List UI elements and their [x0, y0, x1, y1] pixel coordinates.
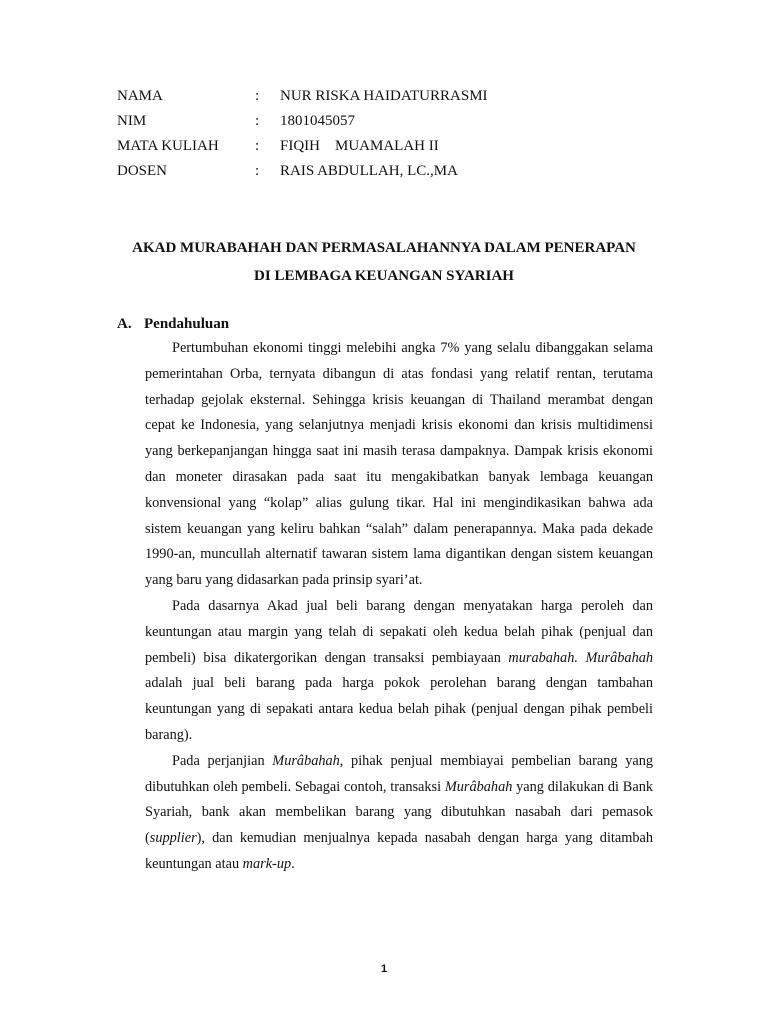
info-row-lecturer [117, 159, 677, 184]
info-colon: : [255, 88, 260, 104]
info-label: MATA KULIAH [117, 138, 219, 154]
text-run: pihak penjual membiayai pembelian barang yang dibutuhkan oleh pembeli. Sebagai contoh, transaksi [145, 752, 653, 795]
info-colon: : [255, 113, 260, 129]
italic-term: supplier [149, 830, 197, 847]
info-value: 1801045057 [280, 113, 355, 129]
italic-term: Murâbahah [585, 649, 654, 666]
info-label: NIM [117, 113, 147, 129]
info-value: FIQIH MUAMALAH II [280, 138, 439, 154]
section-heading [117, 312, 229, 337]
text-run [578, 650, 586, 666]
info-row-name [117, 84, 677, 109]
title-line-1: AKAD MURABAHAH DAN PERMASALAHANNYA DALAM PENERAPAN [132, 240, 636, 256]
title-line-2: DI LEMBAGA KEUANGAN SYARIAH [254, 268, 514, 284]
page-number: 1 [380, 963, 388, 975]
text-run: yang dilakukan di Bank Syariah, bank akan membelikan barang yang dibutuhkan nasabah dari pemasok ( [145, 778, 653, 847]
document-title [100, 234, 668, 290]
body-text [145, 336, 653, 878]
text-run: Pada perjanjian [172, 752, 273, 769]
italic-term: Murâbahah [444, 778, 513, 795]
info-value: RAIS ABDULLAH, LC.,MA [280, 163, 458, 179]
info-colon: : [255, 138, 260, 154]
paragraph-1: Pertumbuhan ekonomi tinggi melebihi angka 7% yang selalu dibanggakan selama pemerintahan Orba, ternyata dibangun di atas fondasi yang relatif rentan, terutama terhadap gejolak eksternal. Sehingga krisis keuangan di Thailand merambat dengan cepat ke Indonesia, yang selanjutnya menjadi krisis ekonomi dan krisis multidimensi yang berkepanjangan hingga saat ini masih terasa dampaknya. Dampak krisis ekonomi dan moneter dirasakan pada saat itu mengakibatkan banyak lembaga keuangan konvensional yang “kolap” alias gulung tikar. Hal ini mengindikasikan bahwa ada sistem keuangan yang keliru bahkan “salah” dalam penerapannya. Maka pada dekade 1990-an, muncullah alternatif tawaran sistem lama digantikan dengan sistem keuangan yang baru yang didasarkan pada prinsip syari’at. [145, 340, 653, 589]
paragraph-2 [145, 594, 653, 749]
text-run: adalah jual beli barang pada harga pokok perolehan barang dengan tambahan keuntungan yang di sepakati antara kedua belah pihak (penjual dengan pihak pembeli barang). [145, 675, 653, 743]
info-row-nim [117, 109, 677, 134]
info-label: DOSEN [117, 163, 168, 179]
info-row-course [117, 134, 677, 159]
info-value: NUR RISKA HAIDATURRASMI [280, 88, 488, 104]
italic-term: mark-up [242, 855, 292, 872]
section-number: A. [117, 316, 132, 332]
section-title: Pendahuluan [144, 316, 230, 332]
text-run: . [291, 855, 295, 872]
italic-term: Murâbahah, [272, 752, 344, 769]
info-colon: : [255, 163, 260, 179]
paragraph-3 [145, 749, 653, 878]
italic-term: murabahah. [508, 649, 578, 666]
text-run: ), dan kemudian menjualnya kepada nasabah dengan harga yang ditambah keuntungan atau [145, 830, 653, 872]
student-info [117, 84, 677, 184]
text-run: Pada dasarnya Akad jual beli barang dengan menyatakan harga peroleh dan keuntungan atau margin yang telah di sepakati oleh kedua belah pihak (penjual dan pembeli) bisa dikatergorikan dengan transaksi pembiayaan [145, 597, 653, 666]
info-label: NAMA [117, 88, 163, 104]
